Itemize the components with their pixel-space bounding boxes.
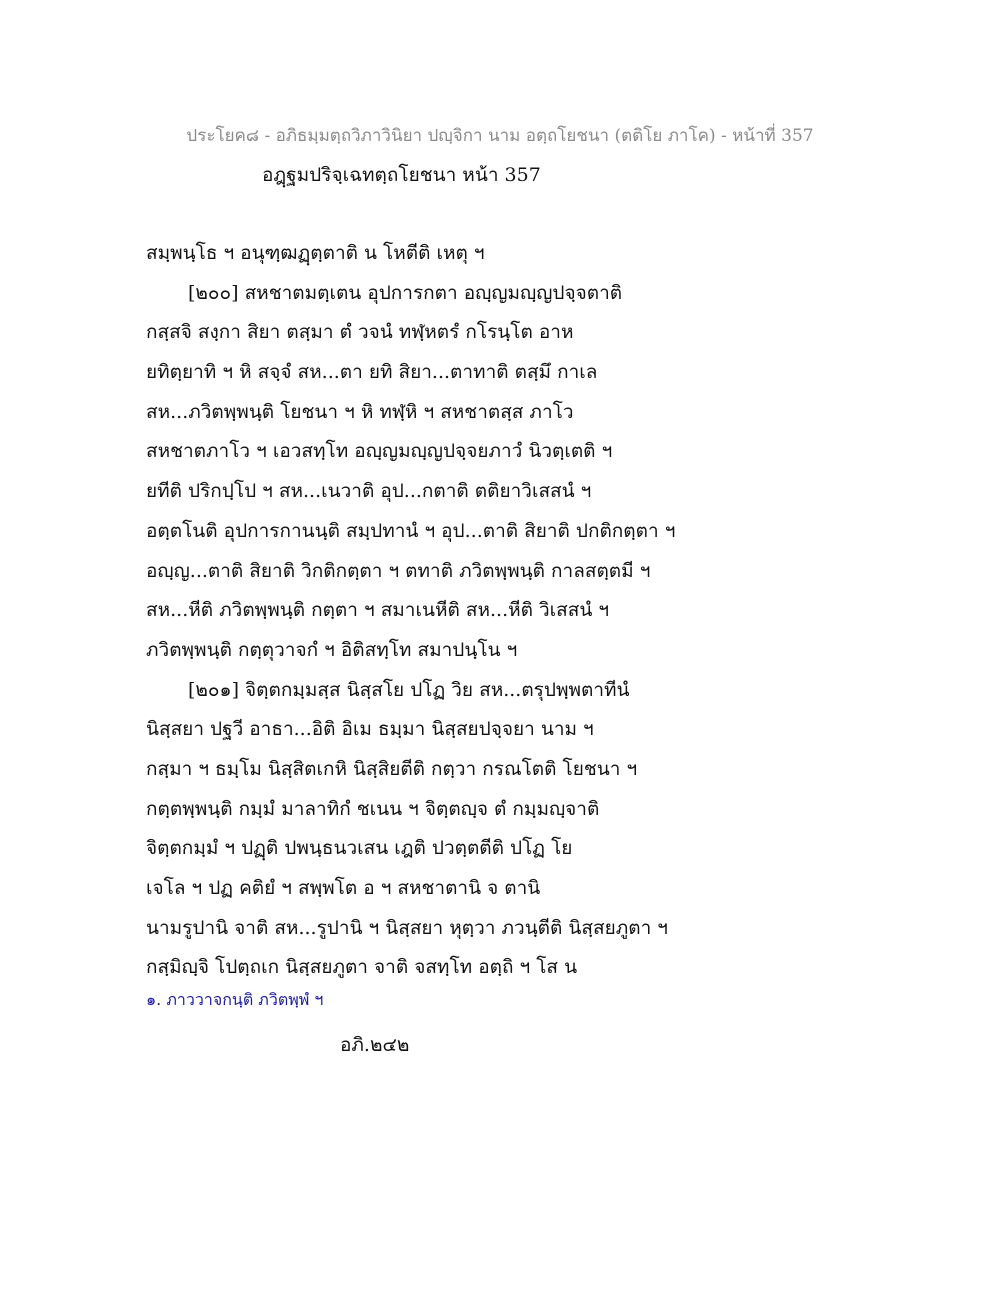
text-line: สห...หีติ ภวิตพฺพนฺติ กตฺตา ฯ สมาเนหีติ สห...หีติ วิเสสนํ ฯ: [146, 599, 610, 622]
text-line: นามรูปานิ จาติ สห...รูปานิ ฯ นิสฺสยา หุตฺวา ภวนฺตีติ นิสฺสยภูตา ฯ: [146, 916, 668, 939]
text-line: ยทิตฺยาทิ ฯ หิ สจฺจํ สห...ตา ยทิ สิยา...ตาทาติ ตสฺมึ กาเล: [146, 361, 598, 384]
text-line: กสฺสจิ สงฺกา สิยา ตสฺมา ตํ วจนํ ทฬฺหตรํ กโรนฺโต อาห: [146, 321, 574, 344]
page-reference: อภิ.๒๔๒: [340, 1034, 410, 1056]
text-line: กตฺตพฺพนฺติ กมฺมํ มาลาทิกํ ชเนน ฯ จิตฺตญฺจ ตํ กมฺมญฺจาติ: [146, 797, 600, 820]
text-line: กสฺมา ฯ ธมฺโม นิสฺสิตเกหิ นิสฺสิยตีติ กตฺวา กรณโตติ โยชนา ฯ: [146, 757, 638, 780]
body-text: [146, 238, 866, 992]
text-line: จิตฺตกมฺมํ ฯ ปฏฺติ ปพนฺธนวเสน เฎติ ปวตฺตตีติ ปโฏ โย: [146, 837, 573, 860]
text-line: นิสฺสยา ปฐวี อาธา...อิติ อิเม ธมฺมา นิสฺสยปจฺจยา นาม ฯ: [146, 718, 594, 741]
paragraph-200-start: [๒๐๐] สหชาตมตฺเตน อุปการกตา อญฺญมญฺญปจฺจตาติ: [188, 281, 623, 304]
text-line: สหชาตภาโว ฯ เอวสทฺโท อญฺญมญฺญปจฺจยภาวํ นิวตฺเตติ ฯ: [146, 440, 613, 463]
text-line: สมฺพนฺโธ ฯ อนุฑฺฒฏฺตฺตาติ น โหตีติ เหตุ ฯ: [146, 242, 485, 264]
text-line: เจโล ฯ ปฏ คติยํ ฯ สพฺพโต อ ฯ สหชาตานิ จ ตานิ: [146, 877, 541, 899]
text-line: กสฺมิญฺจิ โปตฺถเก นิสฺสยภูตา จาติ จสทฺโท อตฺถิ ฯ โส น: [146, 956, 578, 979]
text-line: อญฺญ...ตาติ สิยาติ วิกติกตฺตา ฯ ตทาติ ภวิตพฺพนฺติ กาลสตฺตมี ฯ: [146, 559, 651, 582]
text-line: อตฺตโนติ อุปการกานนฺติ สมฺปทานํ ฯ อุป...ตาติ สิยาติ ปกติกตฺตา ฯ: [146, 519, 676, 542]
section-title: อฎฺฐมปริจฺเฉทตฺถโยชนา หน้า 357: [262, 164, 541, 186]
text-line: ยทีติ ปริกปฺโป ฯ สห...เนวาติ อุป...กตาติ ตติยาวิเสสนํ ฯ: [146, 480, 592, 503]
paragraph-201-start: [๒๐๑] จิตฺตกมฺมสฺส นิสฺสโย ปโฏ วิย สห...ตรุปพฺพตาทีนํ: [188, 678, 630, 701]
running-header: ประโยค๘ - อภิธมฺมตฺถวิภาวินิยา ปญฺจิกา นาม อตฺถโยชนา (ตติโย ภาโค) - หน้าที่ 357: [186, 126, 814, 146]
text-line: ภวิตพฺพนฺติ กตฺตุวาจกํ ฯ อิติสทฺโท สมาปนฺโน ฯ: [146, 638, 518, 661]
text-line: สห...ภวิตพฺพนฺติ โยชนา ฯ หิ ทฬฺหิ ฯ สหชาตสฺส ภาโว: [146, 400, 574, 423]
footnote: ๑. ภาววาจกนฺติ ภวิตพฺพํ ฯ: [146, 990, 324, 1009]
